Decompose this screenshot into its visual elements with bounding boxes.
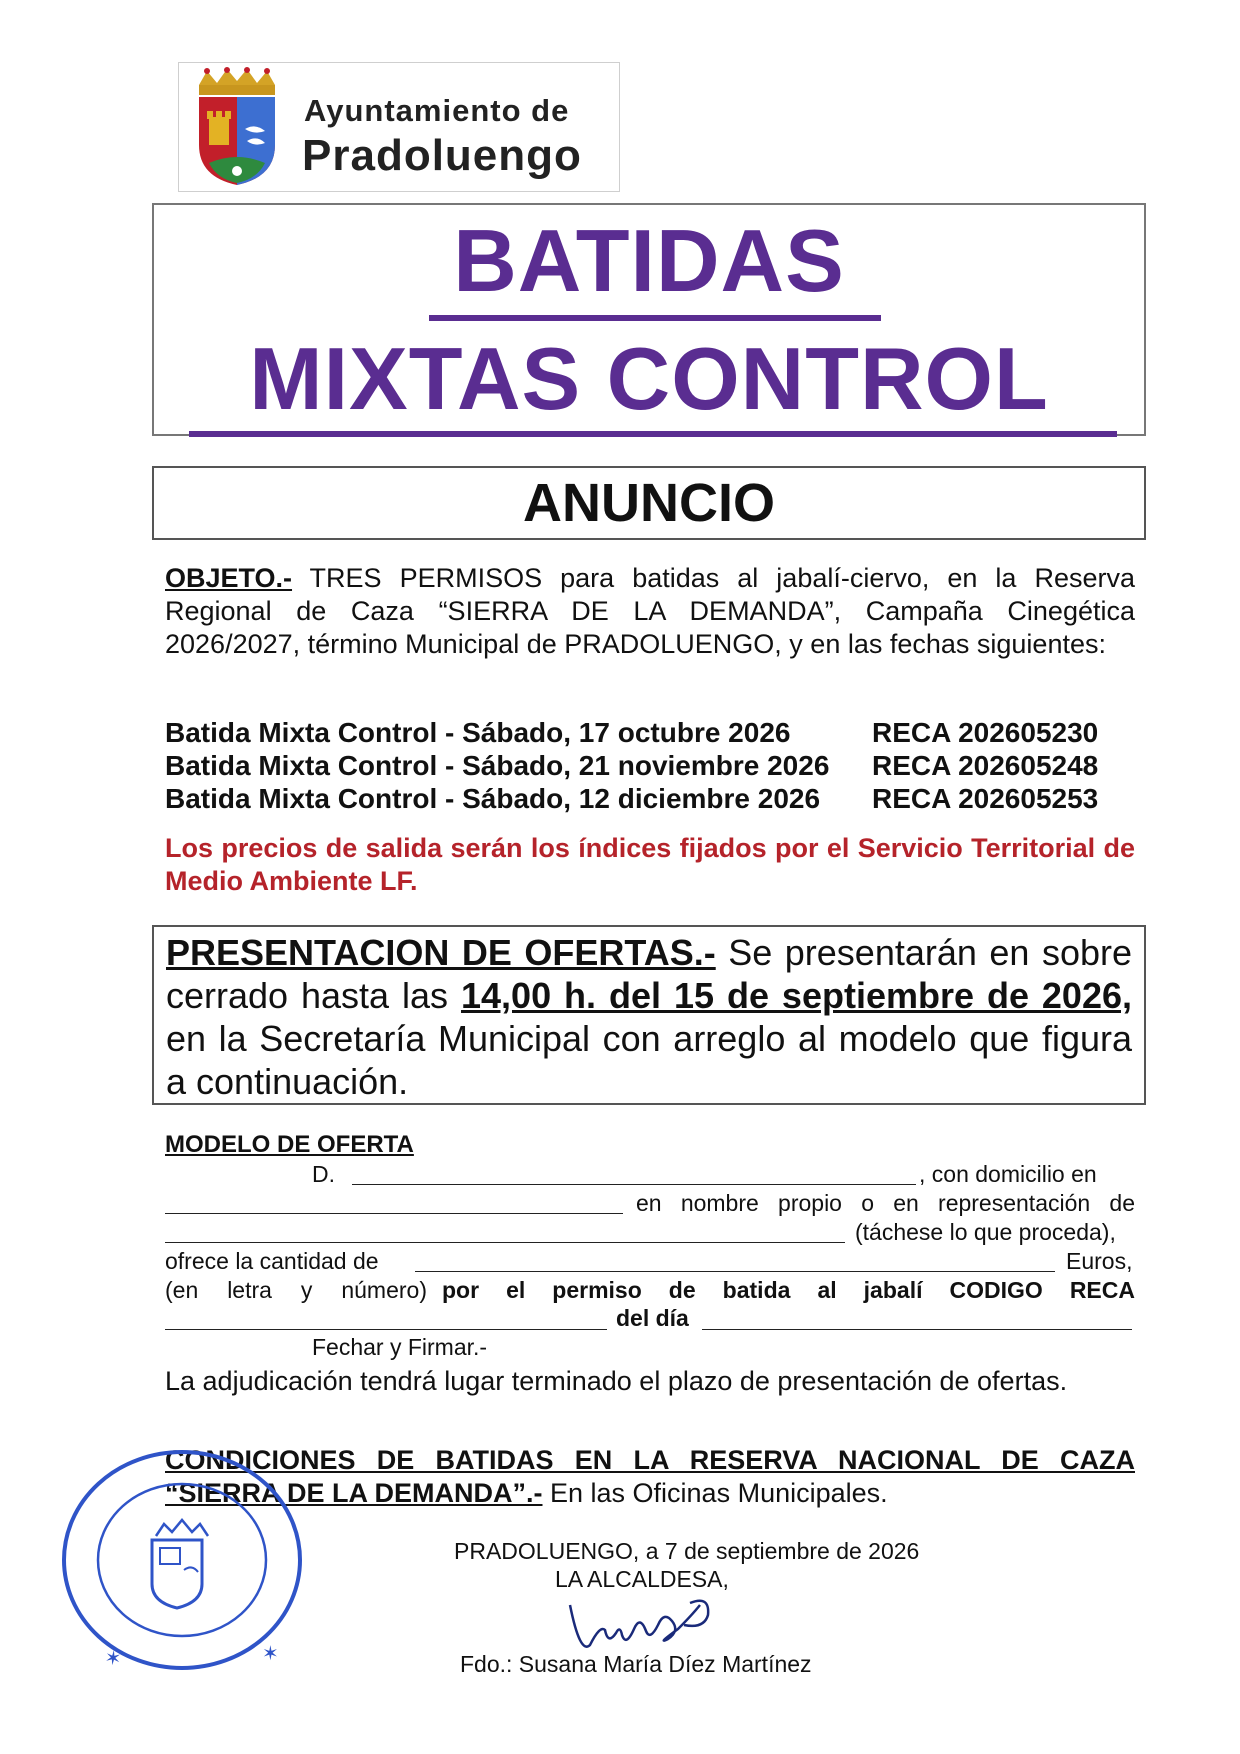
anuncio-heading: ANUNCIO: [523, 473, 775, 533]
title-line2: MIXTAS CONTROL: [249, 329, 1049, 428]
representacion-field-line[interactable]: [165, 1224, 845, 1243]
presentacion-text1: Se presentarán en sobre cerrado hasta las: [166, 932, 1133, 1016]
precios-notice: Los precios de salida serán los índices fijados por el Servicio Territorial de Medio Ambiente LF.: [165, 833, 1135, 896]
svg-text:✶: ✶: [103, 1645, 123, 1671]
form-nombre-propio: en nombre propio o en representación de: [636, 1190, 1135, 1216]
coat-of-arms-icon: [187, 67, 287, 187]
condiciones-text: En las Oficinas Municipales.: [542, 1478, 888, 1508]
batida-reca: RECA 202605248: [872, 750, 1099, 781]
batida-label: Batida Mixta Control - Sábado, 21 noviembre 2026: [165, 750, 830, 781]
reca-field-line[interactable]: [165, 1311, 607, 1330]
form-por-el-permiso: por el permiso de batida al jabalí CODIGO RECA: [442, 1277, 1135, 1303]
org-name-line2: Pradoluengo: [302, 131, 582, 180]
modelo-title: MODELO DE OFERTA: [165, 1131, 414, 1158]
form-tachese: (táchese lo que proceda),: [855, 1219, 1116, 1245]
anuncio-box: [152, 466, 1146, 540]
title-underline-2: [189, 431, 1117, 437]
form-d-label: D.: [312, 1161, 335, 1187]
batidas-list: [165, 717, 1135, 817]
svg-text:✶: ✶: [262, 1641, 279, 1665]
place-date: PRADOLUENGO, a 7 de septiembre de 2026: [454, 1538, 920, 1564]
batida-label: Batida Mixta Control - Sábado, 12 diciembre 2026: [165, 783, 821, 814]
title-box: [152, 203, 1146, 436]
condiciones-label: CONDICIONES DE BATIDAS EN LA RESERVA NACIONAL DE CAZA “SIERRA DE LA DEMANDA”.-: [165, 1445, 1135, 1508]
form-del-dia: del día: [616, 1305, 689, 1331]
batida-reca: RECA 202605253: [872, 783, 1099, 814]
logo-box: [178, 62, 620, 192]
dia-field-line[interactable]: [702, 1311, 1132, 1330]
title-underline-1: [429, 315, 881, 321]
presentacion-box: [152, 925, 1146, 1105]
domicilio-field-line[interactable]: [165, 1195, 623, 1214]
name-field-line[interactable]: [352, 1166, 916, 1185]
presentacion-text2: en la Secretaría Municipal con arreglo al modelo que figura a continuación.: [166, 1018, 1132, 1102]
alcaldesa-title: LA ALCALDESA,: [555, 1566, 729, 1592]
presentacion-deadline: 14,00 h. del 15 de septiembre de 2026,: [461, 975, 1133, 1016]
form-con-domicilio: , con domicilio en: [919, 1161, 1097, 1187]
objeto-text: TRES PERMISOS para batidas al jabalí-ciervo, en la Reserva Regional de Caza “SIERRA DE LA DEMANDA”, Campaña Cinegética 2026/2027, término Municipal de PRADOLUENGO, y en las fechas siguientes:: [165, 563, 1135, 659]
cantidad-field-line[interactable]: [415, 1253, 1055, 1272]
form-fechar: Fechar y Firmar.-: [312, 1334, 488, 1360]
objeto-label: OBJETO.-: [165, 563, 293, 593]
title-line1: BATIDAS: [453, 211, 845, 310]
adjudicacion-paragraph: La adjudicación tendrá lugar terminado el plazo de presentación de ofertas.: [165, 1366, 1068, 1396]
presentacion-text: [166, 931, 1132, 1103]
batida-label: Batida Mixta Control - Sábado, 17 octubre 2026: [165, 717, 791, 748]
municipal-stamp-icon: [52, 1440, 312, 1680]
objeto-paragraph: [165, 562, 1135, 661]
form-ofrece: ofrece la cantidad de: [165, 1248, 379, 1274]
firmante-name: Fdo.: Susana María Díez Martínez: [460, 1651, 812, 1677]
presentacion-label: PRESENTACION DE OFERTAS.-: [166, 932, 716, 973]
form-en-letra: (en letra y número): [165, 1277, 427, 1303]
batida-reca: RECA 202605230: [872, 717, 1099, 748]
form-euros: Euros,: [1066, 1248, 1133, 1274]
org-name-line1: Ayuntamiento de: [304, 93, 570, 128]
